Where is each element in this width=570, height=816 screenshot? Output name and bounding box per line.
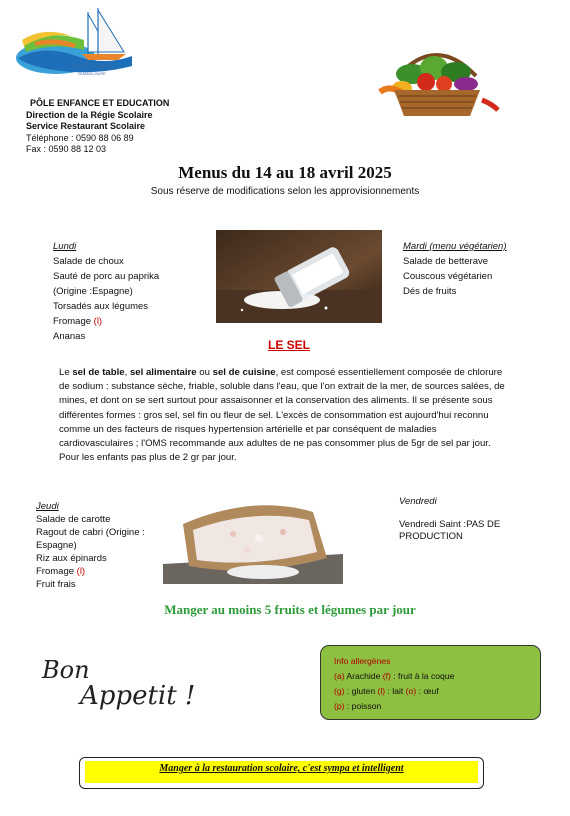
org-line3: Service Restaurant Scolaire xyxy=(26,121,146,131)
sainte-anne-logo xyxy=(14,6,138,84)
bon-appetit-script-image xyxy=(40,648,215,714)
allergen-code: (f) xyxy=(382,671,391,681)
allergen-row xyxy=(334,699,527,714)
text-span: Le xyxy=(59,367,73,378)
allergen-label: : gluten xyxy=(344,686,378,696)
menu-mardi xyxy=(403,239,507,299)
allergen-info-title: Info allergènes xyxy=(334,656,391,666)
menu-item-fromage xyxy=(53,314,159,329)
section-heading-le-sel: LE SEL xyxy=(267,338,310,352)
bon-appetit-word1: Bon xyxy=(42,656,90,684)
menu-jeudi xyxy=(36,500,145,591)
menu-item-label: Fromage xyxy=(36,566,75,577)
salt-bowl-image xyxy=(163,494,343,584)
allergen-code: (p) xyxy=(334,701,345,711)
menu-item: Torsadés aux légumes xyxy=(53,301,149,312)
bold-term: sel de table xyxy=(72,367,125,378)
allergen-code: (l) xyxy=(377,686,386,696)
allergen-code: (g) xyxy=(334,686,345,696)
menu-item: Espagne) xyxy=(36,540,77,551)
bold-term: sel de cuisine xyxy=(212,367,276,378)
allergen-code: (l) xyxy=(93,316,103,327)
org-fax: Fax : 0590 88 12 03 xyxy=(26,144,107,154)
footer-slogan: Manger à la restauration scolaire, c'est sympa et intelligent xyxy=(85,761,478,783)
menu-lundi xyxy=(53,239,159,344)
allergen-label: : fruit à la coque xyxy=(390,671,455,681)
day-title-mardi: Mardi (menu végétarien) xyxy=(403,241,507,252)
logo-caption: SAINTE-ANNE xyxy=(70,64,114,70)
menu-item-label: Fromage xyxy=(53,316,92,327)
day-title-vendredi: Vendredi xyxy=(399,496,437,507)
salt-info-paragraph xyxy=(59,366,511,465)
menu-item: Salade de carotte xyxy=(36,514,111,525)
menu-item: Salade de choux xyxy=(53,256,124,267)
five-fruits-slogan: Manger au moins 5 fruits et légumes par jour xyxy=(164,602,416,617)
text-span: , xyxy=(124,367,130,378)
allergen-row xyxy=(334,684,527,699)
menu-item: Riz aux épinards xyxy=(36,553,107,564)
day-title-jeudi: Jeudi xyxy=(36,501,59,512)
menu-item: Couscous végétarien xyxy=(403,271,493,282)
menu-item: Ananas xyxy=(53,331,86,342)
vegetable-basket-image xyxy=(372,38,502,120)
allergen-label: : poisson xyxy=(344,701,382,711)
day-title-lundi: Lundi xyxy=(53,241,77,252)
org-line1: PÔLE ENFANCE ET EDUCATION xyxy=(30,98,170,108)
org-phone: Téléphone : 0590 88 06 89 xyxy=(26,132,134,143)
logo-subcaption: GUADELOUPE xyxy=(78,71,106,76)
menu-vendredi xyxy=(399,494,500,543)
allergen-code: (l) xyxy=(76,566,86,577)
allergen-row xyxy=(334,669,527,684)
menu-item: Fruit frais xyxy=(36,579,76,590)
menu-item: Dés de fruits xyxy=(403,286,457,297)
menu-item: Salade de betterave xyxy=(403,256,489,267)
allergen-label: : œuf xyxy=(416,686,439,696)
text-span: ou xyxy=(196,367,213,378)
menu-item: Sauté de porc au paprika xyxy=(53,271,160,282)
allergen-info-box xyxy=(320,645,541,720)
organization-header xyxy=(26,98,169,156)
menu-item: (Origine :Espagne) xyxy=(53,286,133,297)
menu-item: Ragout de cabri (Origine : xyxy=(36,527,145,538)
page-subtitle: Sous réserve de modifications selon les approvisionnements xyxy=(150,186,420,197)
salt-shaker-image xyxy=(216,230,382,323)
allergen-code: (o) xyxy=(405,686,417,696)
text-span: , est composé essentiellement composée de chlorure de sodium : substance sèche, friable, soluble dans l'eau, que l'on extrait de la mer, de sources salées, de mines, et dont on se sert surtout pour assaisonner et la conservation des aliments. Il se présente sous différentes formes : gros sel, sel fin ou fleur de sel. L'excès de consommation est aujourd'hui reconnu comme un des facteurs de risques hypertension artérielle et par conséquent de maladies cardiovasculaires ; l'OMS recommande aux adultes de ne pas consommer plus de 5gr de sel par jour. Pour les enfants pas plus de 2 gr par jour. xyxy=(59,367,505,464)
allergen-code: (a) xyxy=(334,671,345,681)
footer-slogan-box xyxy=(79,757,484,789)
org-line2: Direction de la Régie Scolaire xyxy=(26,109,153,120)
vendredi-line2: PRODUCTION xyxy=(399,531,463,542)
allergen-label: : lait xyxy=(385,686,406,696)
menu-item-fromage xyxy=(36,565,145,578)
allergen-label: Arachide xyxy=(344,671,383,681)
page-title: Menus du 14 au 18 avril 2025 xyxy=(178,163,392,182)
vendredi-line1: Vendredi Saint :PAS DE xyxy=(399,519,501,530)
bold-term: sel alimentaire xyxy=(129,367,197,378)
bon-appetit-word2: Appetit ! xyxy=(80,681,196,711)
